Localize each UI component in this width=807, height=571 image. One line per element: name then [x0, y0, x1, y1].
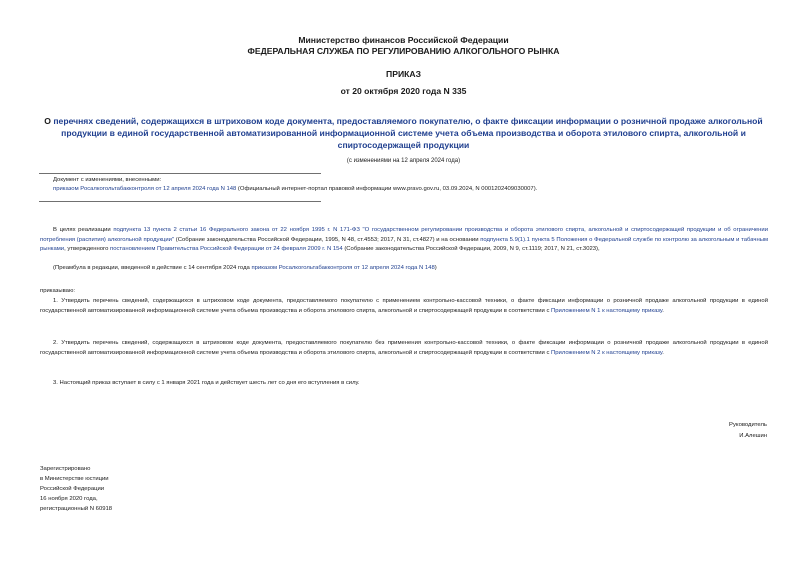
document-type: ПРИКАЗ [386, 69, 421, 79]
federal-law-link[interactable]: подпункта 13 пункта 2 статьи 16 Федерального закона от 22 ноября 1995 г. N 171-ФЗ "О государственном регулировании производства и оборота этилового спирта, алкогольной и спиртосодержащей продукции и об ограничении потребления (распития) алкогольной продукции" [40, 227, 768, 243]
title-link[interactable]: перечнях сведений, содержащихся в штриховом коде документа, предоставляемого покупателю, о факте фиксации информации о розничной продаже алкогольной продукции в единой государственной автоматизированной информационной системе учета объема производства и оборота этилового спирта, алкогольной и спиртосодержащей продукции [53, 116, 763, 151]
preamble-text: , утвержденного [64, 246, 110, 252]
preamble-text: (Собрание законодательства Российской Федерации, 1995, N 48, ст.4553; 2017, N 31, ст.4827) и на основании [174, 236, 481, 243]
preamble-edit-note [53, 264, 437, 273]
item-1 [40, 297, 768, 316]
bottom-divider [39, 201, 321, 202]
ministry-name: Министерство финансов Российской Федерации [298, 35, 509, 45]
item-2-text: 2. Утвердить перечень сведений, содержащихся в штриховом коде документа, предоставляемого покупателю без применения контрольно-кассовой техники, о факте фиксации информации о розничной продаже алкогольной продукции в единой государственной автоматизированной информационной системе учета объема производства и оборота этилового спирта, алкогольной и спиртосодержащей продукции в соответствии с [40, 340, 768, 356]
item-2-end: . [662, 349, 664, 356]
preamble-text: В целях реализации [53, 227, 114, 233]
government-decree-link[interactable]: постановлением Правительства Российской Федерации от 24 февраля 2009 г. N 154 [110, 246, 343, 252]
amendments-line [53, 185, 537, 194]
signatory-position: Руководитель [729, 422, 767, 428]
appendix-2-link[interactable]: Приложением N 2 к настоящему приказу [551, 349, 663, 356]
order-word: приказываю: [40, 288, 76, 294]
preamble-text: (Собрание законодательства Российской Федерации, 2009, N 9, ст.1119; 2017, N 21, ст.3023), [342, 246, 600, 252]
item-1-text: 1. Утвердить перечень сведений, содержащихся в штриховом коде документа, предоставляемого покупателю с применением контрольно-кассовой техники, о факте фиксации информации о розничной продаже алкогольной продукции в единой государственной автоматизированной информационной системе учета объема производства и оборота этилового спирта, алкогольной и спиртосодержащей продукции в соответствии с [40, 298, 768, 314]
amendments-label: Документ с изменениями, внесенными: [53, 177, 162, 183]
item-3: 3. Настоящий приказ вступает в силу с 1 января 2021 года и действует шесть лет со дня его вступления в силу. [53, 380, 360, 386]
document-title [40, 115, 767, 152]
registration-number: регистрационный N 60918 [40, 506, 113, 512]
edit-note-text: ) [434, 265, 437, 271]
item-1-end: . [662, 307, 664, 314]
top-divider [39, 173, 321, 174]
document-date-number: от 20 октября 2020 года N 335 [340, 86, 467, 96]
registration-line: Зарегистрировано [40, 466, 91, 472]
title-lead: О [44, 116, 54, 126]
amendment-link[interactable]: приказом Росалкогольтабакконтроля от 12 апреля 2024 года N 148 [53, 186, 237, 192]
amendments-note: (с изменениями на 12 апреля 2024 года) [346, 158, 461, 164]
service-name: ФЕДЕРАЛЬНАЯ СЛУЖБА ПО РЕГУЛИРОВАНИЮ АЛКОГОЛЬНОГО РЫНКА [247, 46, 560, 56]
appendix-1-link[interactable]: Приложением N 1 к настоящему приказу [551, 307, 663, 314]
signatory-name: И.Алешин [739, 432, 767, 439]
regulation-link[interactable]: подпункта 5.9(1).1 пункта 5 Положения о Федеральной службе по контролю за алкогольным и табачным рынками [40, 236, 769, 252]
registration-block [40, 464, 112, 514]
registration-line: Российской Федерации [40, 486, 105, 492]
item-2 [40, 339, 768, 358]
amendment-source: (Официальный интернет-портал правовой информации www.pravo.gov.ru, 03.09.2024, N 0001202409030007). [236, 186, 538, 192]
registration-line: в Министерстве юстиции [40, 476, 109, 482]
preamble [40, 226, 768, 255]
edit-note-link[interactable]: приказом Росалкогольтабакконтроля от 12 апреля 2024 года N 148 [251, 265, 435, 271]
edit-note-text: (Преамбула в редакции, введенной в действие с 14 сентября 2024 года [53, 265, 252, 271]
registration-date: 16 ноября 2020 года, [40, 496, 98, 502]
signature-block [729, 420, 767, 441]
